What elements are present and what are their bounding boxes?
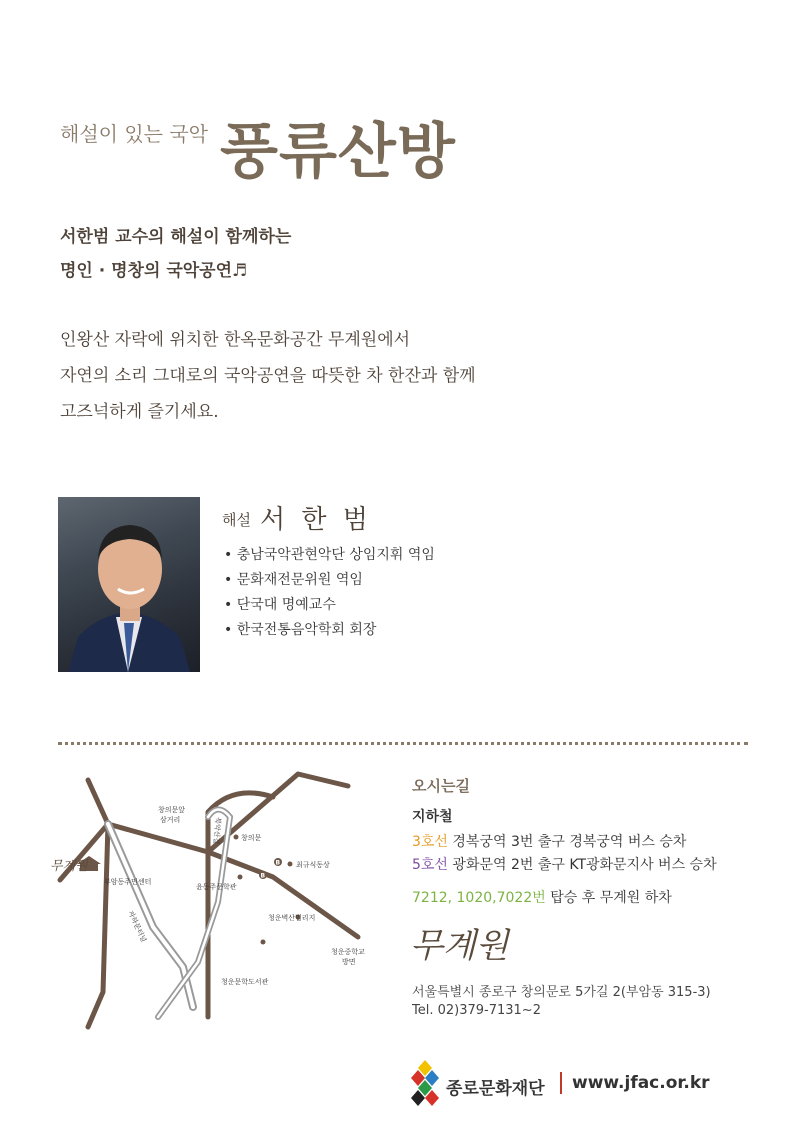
list-item: • 단국대 명예교수 <box>224 593 435 618</box>
telephone: Tel. 02)379-7131~2 <box>412 1003 541 1018</box>
subtitle: 해설이 있는 국악 <box>60 122 208 146</box>
intro-line-1: 서한범 교수의 해설이 함께하는 <box>60 227 292 247</box>
subway-title: 지하철 <box>412 809 453 825</box>
line3-row <box>412 831 686 851</box>
commentator-photo <box>58 497 200 672</box>
bus-stop-2: B <box>260 872 266 880</box>
directions-title: 오시는길 <box>412 777 470 795</box>
map-label-direction: 방면 <box>342 958 356 966</box>
map-label-junction-2: 삼거리 <box>160 816 181 824</box>
intro-line-4: 자연의 소리 그대로의 국악공연을 따뜻한 차 한잔과 함께 <box>60 366 476 386</box>
list-item: • 충남국악관현악단 상임지휘 역임 <box>224 543 435 568</box>
footer-separator <box>560 1072 562 1094</box>
map-label-junction: 창의문앞 <box>158 806 186 814</box>
intro-line-2: 명인 · 명창의 국악공연♬ <box>60 261 248 281</box>
intro-line-5: 고즈넉하게 즐기세요. <box>60 402 219 422</box>
map-label-changuimun: 창의문 <box>241 834 262 842</box>
location-map <box>50 762 398 1032</box>
map-label-villa: 청운벽산빌리지 <box>268 914 316 922</box>
bus-text: 탑승 후 무계원 하차 <box>545 890 672 906</box>
line5-text: 광화문역 2번 출구 KT광화문지사 버스 승차 <box>447 857 717 873</box>
bus-stop-1: B <box>275 859 281 867</box>
line3-name: 3호선 <box>412 834 448 850</box>
bus-row <box>412 887 672 907</box>
venue-logo: 무계원 <box>410 926 509 966</box>
map-label-school: 청운중학교 <box>331 948 365 956</box>
foundation-logo-icon <box>410 1060 440 1106</box>
map-label-bukak: 북악산길 <box>211 816 222 845</box>
commentator-tag: 해설 <box>222 511 251 529</box>
line5-row <box>412 854 717 874</box>
page-title: 풍류산방 <box>220 117 456 187</box>
map-label-library: 청운문학도서관 <box>221 978 269 986</box>
section-divider <box>58 742 748 745</box>
line5-name: 5호선 <box>412 857 448 873</box>
address: 서울특별시 종로구 창의문로 5가길 2(부암동 315-3) <box>412 985 711 1000</box>
map-label-literature-museum: 윤동주문학관 <box>196 883 237 891</box>
bus-numbers: 7212, 1020,7022번 <box>412 890 546 906</box>
list-item: • 한국전통음악학회 회장 <box>224 618 435 643</box>
map-label-community-center: 부암동주민센터 <box>104 878 152 886</box>
foundation-name: 종로문화재단 <box>446 1079 545 1099</box>
commentator-name: 서 한 범 <box>260 505 372 535</box>
line3-text: 경복궁역 3번 출구 경복궁역 버스 승차 <box>447 834 687 850</box>
career-list <box>224 543 435 643</box>
intro-line-3: 인왕산 자락에 위치한 한옥문화공간 무계원에서 <box>60 330 411 350</box>
list-item: • 문화재전문위원 역임 <box>224 568 435 593</box>
map-label-statue: 최규식동상 <box>296 861 330 869</box>
website-link[interactable]: www.jfac.or.kr <box>572 1073 710 1093</box>
map-label-tunnel: 자하문터널 <box>126 909 148 944</box>
map-label-venue: 무계원 <box>50 859 88 874</box>
